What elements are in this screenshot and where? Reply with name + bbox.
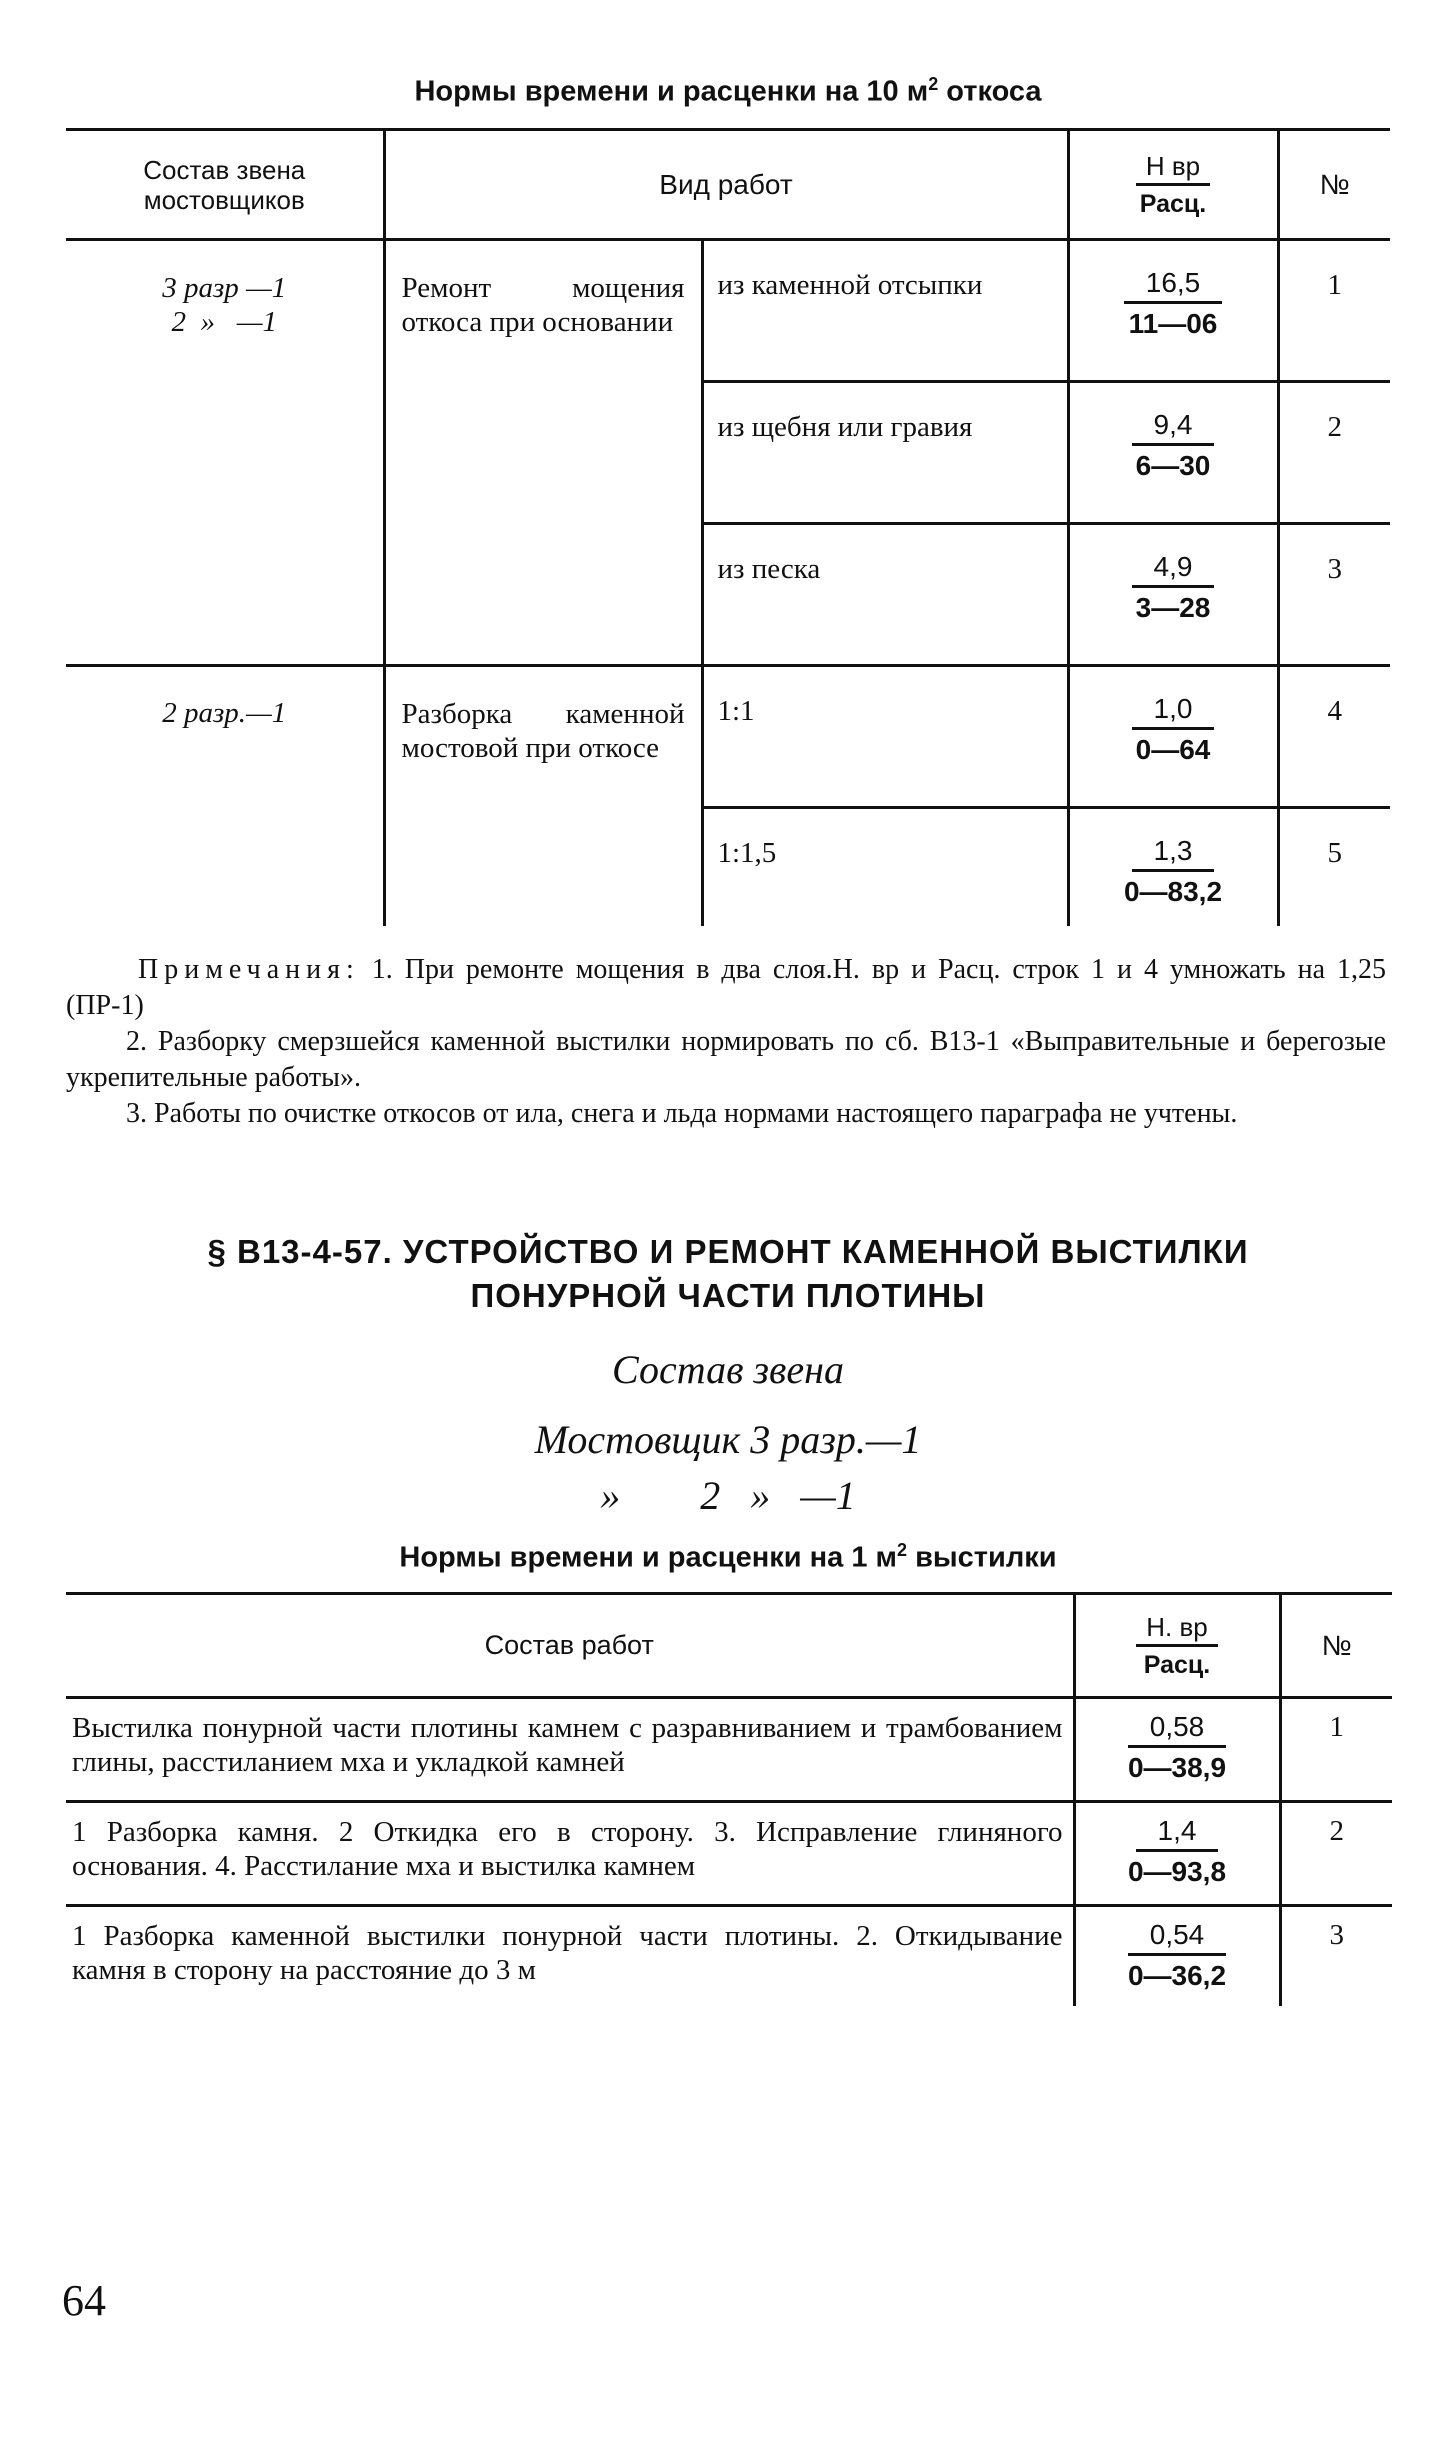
section-title [0,1230,1456,1318]
row-number: 1 [1327,269,1342,301]
table2-nvr-rasc [1074,1802,1280,1906]
row-number: 2 [1327,411,1342,443]
table1-subtype: 1:1 [702,666,1068,808]
table1-caption-sup: 2 [928,74,939,94]
rasc-value: 3—28 [1135,592,1211,623]
note-1 [66,952,1386,1024]
table1-caption-text: Нормы времени и расценки на 10 м [414,75,929,108]
rasc-value: 11—06 [1128,308,1218,339]
norms-table-1 [66,128,1390,926]
note-1-text: 1. При ремонте мощения в два слоя.Н. вр и Расц. строк 1 и 4 умножать на 1,25 (ПР-1) [66,954,1386,1021]
table2-header-nvr: Н. вр [1136,1612,1218,1647]
table1-header-nvr-rasc [1068,130,1278,240]
table1-header-work: Вид работ [384,130,1068,240]
nvr-value: 1,0 [1132,693,1215,730]
table1-nvr-rasc [1068,524,1278,666]
table1-header-num: № [1319,168,1350,200]
nvr-value: 4,9 [1132,551,1215,588]
table2-header-rasc: Расц. [1143,1651,1211,1679]
crew-line-1: Мостовщик 3 разр.—1 [534,1417,922,1462]
norms-table-2 [66,1592,1392,2006]
table2-work: Выстилка понурной части плотины камнем с разравниванием и трамбованием глины, расстиланием мха и укладкой камней [66,1698,1074,1802]
rasc-value: 6—30 [1135,450,1211,481]
page-number: 64 [62,2276,106,2325]
row-number: 2 [1329,1815,1344,1847]
crew-heading: Состав звена [611,1347,844,1392]
table1-subtype: из каменной отсыпки [702,240,1068,382]
rasc-value: 0—36,2 [1127,1960,1227,1991]
table-row [66,1802,1392,1906]
row-number: 3 [1329,1919,1344,1951]
table1-header-row [66,130,1390,240]
nvr-value: 9,4 [1132,409,1215,446]
rasc-value: 0—83,2 [1123,876,1223,907]
table2-caption-sup: 2 [897,1540,908,1560]
table2-header-work: Состав работ [66,1594,1074,1698]
table1-crew-cell-2 [66,666,384,926]
table1-work-cell-2: Разборка каменной мостовой при откосе [384,666,702,926]
nvr-value: 1,3 [1132,835,1215,872]
table1-subtype: 1:1,5 [702,808,1068,926]
table2-header-nvr-rasc [1074,1594,1280,1698]
table1-header-nvr: Н вр [1136,151,1210,186]
crew-line-2: » 2 » —1 [600,1473,856,1518]
nvr-value: 0,58 [1128,1711,1227,1748]
table2-caption-tail: выстилки [907,1541,1057,1574]
table-row [66,240,1390,382]
nvr-value: 1,4 [1136,1815,1219,1852]
table1-caption [0,74,1456,109]
table2-caption [0,1540,1456,1575]
table1-nvr-rasc [1068,240,1278,382]
table1-subtype: из песка [702,524,1068,666]
table-row [66,666,1390,808]
crew-line: 2 разр.—1 [162,697,287,729]
table1-notes [66,952,1386,1132]
crew-composition [0,1342,1456,1524]
row-number: 4 [1327,695,1342,727]
table2-header-row [66,1594,1392,1698]
table1-subtype: из щебня или гравия [702,382,1068,524]
section-title-line-1: § В13-4-57. УСТРОЙСТВО И РЕМОНТ КАМЕННОЙ ВЫСТИЛКИ [207,1233,1249,1270]
table1-nvr-rasc [1068,808,1278,926]
notes-label: Примечания: [138,954,360,985]
nvr-value: 16,5 [1124,267,1223,304]
table1-caption-tail: откоса [938,75,1042,108]
table2-work: 1 Разборка каменной выстилки понурной части плотины. 2. Откидывание камня в сторону на расстояние до 3 м [66,1906,1074,2006]
table2-nvr-rasc [1074,1698,1280,1802]
rasc-value: 0—64 [1135,734,1211,765]
table-row [66,1698,1392,1802]
table1-header-crew: Состав звена мостовщиков [66,130,384,240]
table2-work: 1 Разборка камня. 2 Откидка его в сторону. 3. Исправление глиняного основания. 4. Расстилание мха и выстилка камнем [66,1802,1074,1906]
note-3: 3. Работы по очистке откосов от ила, снега и льда нормами настоящего параграфа не учтены. [126,1098,1238,1129]
table1-work-cell-1: Ремонт мощения откоса при основании [384,240,702,666]
rasc-value: 0—93,8 [1127,1856,1227,1887]
row-number: 5 [1327,837,1342,869]
table1-nvr-rasc [1068,666,1278,808]
table1-header-rasc: Расц. [1139,190,1207,218]
table1-crew-cell-1 [66,240,384,666]
table-row [66,1906,1392,2006]
table2-header-num: № [1321,1629,1352,1661]
row-number: 1 [1329,1711,1344,1743]
table1-nvr-rasc [1068,382,1278,524]
row-number: 3 [1327,553,1342,585]
crew-line: 2 » —1 [171,306,278,338]
note-2: 2. Разборку смерзшейся каменной выстилки нормировать по сб. В13-1 «Выправительные и берегозые укрепительные работы». [66,1026,1386,1093]
table2-caption-text: Нормы времени и расценки на 1 м [399,1541,897,1574]
table2-nvr-rasc [1074,1906,1280,2006]
crew-line: 3 разр —1 [162,272,287,304]
section-title-line-2: ПОНУРНОЙ ЧАСТИ ПЛОТИНЫ [470,1277,986,1314]
rasc-value: 0—38,9 [1127,1752,1227,1783]
nvr-value: 0,54 [1128,1919,1227,1956]
